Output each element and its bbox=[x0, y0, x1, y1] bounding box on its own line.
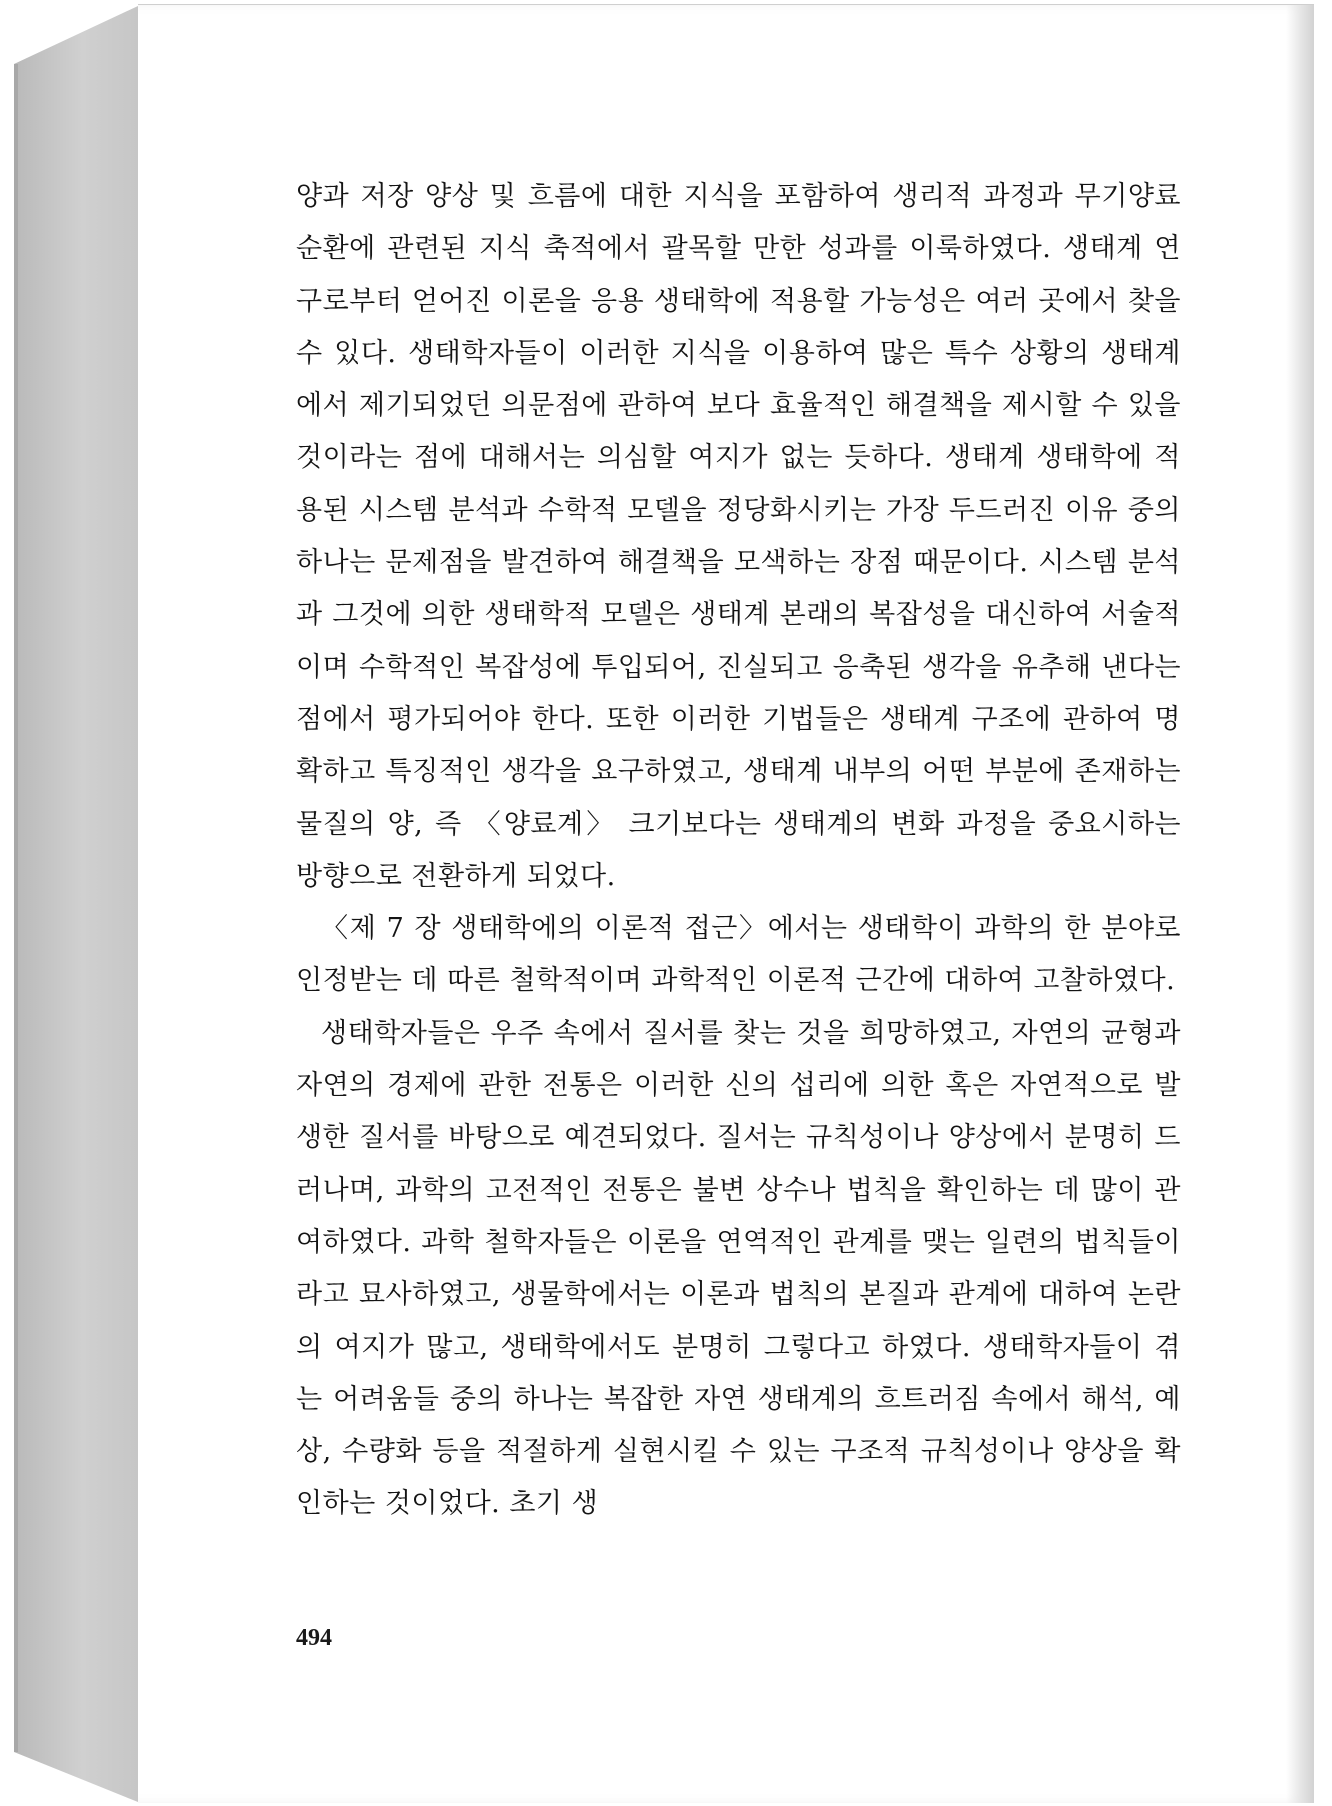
page-number: 494 bbox=[296, 1625, 332, 1651]
paragraph-3: 생태학자들은 우주 속에서 질서를 찾는 것을 희망하였고, 자연의 균형과 자연의 경제에 관한 전통은 이러한 신의 섭리에 의한 혹은 자연적으로 발생한 질서를 바탕으로 예견되었다. 질서는 규칙성이나 양상에서 분명히 드러나며, 과학의 고전적인 전통은 불변 상수나 법칙을 확인하는 데 많이 관여하였다. 과학 철학자들은 이론을 연역적인 관계를 맺는 일련의 법칙들이라고 묘사하였고, 생물학에서는 이론과 법칙의 본질과 관계에 대하여 논란의 여지가 많고, 생태학에서도 분명히 그렇다고 하였다. 생태학자들이 겪는 어려움들 중의 하나는 복잡한 자연 생태계의 흐트러짐 속에서 해석, 예상, 수량화 등을 적절하게 실현시킬 수 있는 구조적 규칙성이나 양상을 확인하는 것이었다. 초기 생 bbox=[296, 1017, 1181, 1520]
book-spine bbox=[14, 6, 138, 1802]
book-page bbox=[138, 4, 1314, 1803]
paragraph-1: 양과 저장 양상 및 흐름에 대한 지식을 포함하여 생리적 과정과 무기양료 순환에 관련된 지식 축적에서 괄목할 만한 성과를 이룩하였다. 생태계 연구로부터 얻어진 이론을 응용 생태학에 적용할 가능성은 여러 곳에서 찾을 수 있다. 생태학자들이 이러한 지식을 이용하여 많은 특수 상황의 생태계에서 제기되었던 의문점에 관하여 보다 효율적인 해결책을 제시할 수 있을 것이라는 점에 대해서는 의심할 여지가 없는 듯하다. 생태계 생태학에 적용된 시스템 분석과 수학적 모델을 정당화시키는 가장 두드러진 이유 중의 하나는 문제점을 발견하여 해결책을 모색하는 장점 때문이다. 시스템 분석과 그것에 의한 생태학적 모델은 생태계 본래의 복잡성을 대신하여 서술적이며 수학적인 복잡성에 투입되어, 진실되고 응축된 생각을 유추해 낸다는 점에서 평가되어야 한다. 또한 이러한 기법들은 생태계 구조에 관하여 명확하고 특징적인 생각을 요구하였고, 생태계 내부의 어떤 부분에 존재하는 물질의 양, 즉 〈양료계〉 크기보다는 생태계의 변화 과정을 중요시하는 방향으로 전환하게 되었다. bbox=[296, 181, 1181, 892]
paragraph-2: 〈제 7 장 생태학에의 이론적 접근〉에서는 생태학이 과학의 한 분야로 인정받는 데 따른 철학적이며 과학적인 이론적 근간에 대하여 고찰하였다. bbox=[296, 913, 1181, 997]
body-text bbox=[296, 171, 1181, 1531]
page-edge-shadow bbox=[1286, 5, 1314, 1803]
